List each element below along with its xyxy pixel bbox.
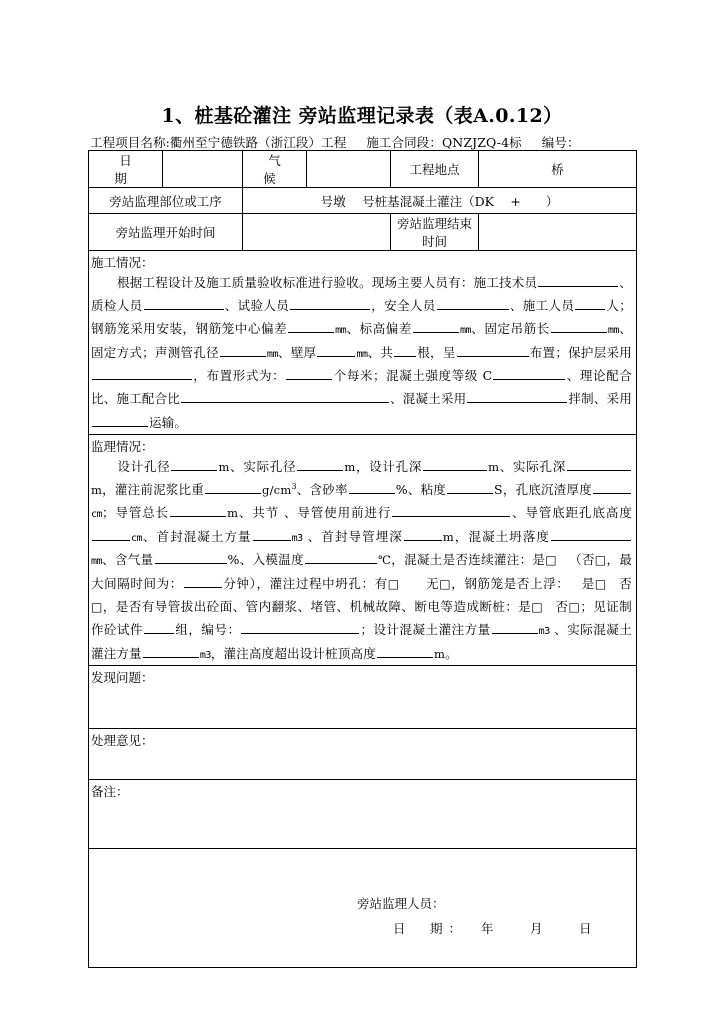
signature-date-line <box>357 916 604 941</box>
unit-m-7: m <box>433 646 446 661</box>
construction-line2d: 、施工人员 <box>509 298 575 314</box>
page-title: 1、桩基砼灌注 旁站监理记录表（表A.0.12） <box>161 105 563 127</box>
checkbox-broken-pile-no[interactable]: □ <box>568 599 581 614</box>
date-label-cell <box>89 151 187 188</box>
blank-specimen-number[interactable] <box>241 621 359 635</box>
blank-tube-count[interactable] <box>394 343 416 357</box>
blank-actual-depth[interactable] <box>567 457 631 471</box>
weather-label-cell <box>243 151 314 188</box>
blank-elevation-dev[interactable] <box>413 320 459 334</box>
construction-line4c: 、共 <box>367 344 394 360</box>
blank-max-interval[interactable] <box>184 574 222 588</box>
unit-m3-2: m3 <box>538 626 550 638</box>
sup-line6b: 是 <box>581 575 595 591</box>
weather-label: 气 候 <box>263 153 314 186</box>
blank-air-content[interactable] <box>155 551 227 565</box>
end-time-value-cell[interactable] <box>479 214 637 251</box>
blank-design-depth[interactable] <box>423 457 487 471</box>
sup-line5e: 无 <box>425 575 440 591</box>
problems-label: 发现问题： <box>91 670 154 686</box>
unit-cm-1: cm <box>91 509 103 521</box>
blank-worker-count[interactable] <box>575 297 605 311</box>
location-label-cell: 工程地点 <box>391 151 479 188</box>
checkbox-cage-float-yes[interactable]: □ <box>594 576 607 591</box>
blank-hanger-length[interactable] <box>551 320 607 334</box>
checkbox-broken-pile-yes[interactable]: □ <box>531 599 544 614</box>
blank-transport-method[interactable] <box>92 413 148 427</box>
subtitle-line <box>90 133 638 151</box>
construction-situation-label: 施工情况： <box>91 255 154 270</box>
blank-design-dia[interactable] <box>171 457 217 471</box>
table-row-construction-situation <box>89 251 637 435</box>
unit-m-5: m <box>227 506 239 521</box>
construction-line5c: 、理论配合比 <box>91 368 632 407</box>
sup-line5b: （否 <box>568 552 595 568</box>
checkbox-collapse-no[interactable]: □ <box>439 576 452 591</box>
signature-date-label: 日 期： <box>393 921 468 937</box>
table-row-supervision-part <box>89 188 637 214</box>
sup-line5d: 分钟），灌注过程中坍孔：有 <box>222 575 388 591</box>
sup-line3c: 、首封混凝土方量 <box>142 528 252 544</box>
sup-line4d: %、入模温度 <box>227 552 304 568</box>
end-time-label-cell: 旁站监理结束时间 <box>391 214 479 251</box>
blank-first-seal-volume[interactable] <box>253 527 291 541</box>
construction-line5b: 个每米；混凝土强度等级 C <box>333 368 493 384</box>
construction-line4d: 根，呈 <box>417 344 456 360</box>
blank-sand-rate[interactable] <box>349 480 395 494</box>
construction-line3c: 、固定吊筋长 <box>471 321 550 337</box>
blank-sonic-tube-dia[interactable] <box>220 343 266 357</box>
blank-mold-temp[interactable] <box>305 551 377 565</box>
blank-concrete-grade[interactable] <box>493 367 565 381</box>
construction-line2b: 、试验人员 <box>224 298 290 314</box>
sup-line4c: 、含气量 <box>102 552 154 568</box>
blank-design-volume[interactable] <box>492 621 538 635</box>
construction-line4e: 布置；保护层采用 <box>529 344 632 360</box>
blank-qc-officer[interactable] <box>144 297 224 311</box>
unit-m3-1: m3 <box>291 532 303 544</box>
unit-cm-2: cm <box>131 532 143 544</box>
supervision-situation-label: 监理情况： <box>91 438 154 454</box>
blank-cage-center-dev[interactable] <box>288 320 334 334</box>
table-row-supervision-times <box>89 214 637 251</box>
sup-line5a: 土是否连续灌注：是 <box>429 552 546 568</box>
sup-line5c: ，最大间隔时间为： <box>91 552 633 591</box>
sup-line8b: 、实际混凝土灌注方量 <box>91 622 632 661</box>
unit-m-6: m <box>442 529 454 544</box>
unit-m-2: m <box>344 459 356 474</box>
sup-line2e: ；导管总长 <box>102 505 170 521</box>
weather-value-cell[interactable] <box>307 151 391 188</box>
blank-mixing-method[interactable] <box>467 390 567 404</box>
unit-mm-4: mm <box>266 348 278 360</box>
table-row-supervision-situation <box>89 434 637 665</box>
construction-line3b: 、标高偏差 <box>346 321 412 337</box>
signature-date-value: 年 月 日 <box>481 921 604 937</box>
sup-line1c: ，设计孔深 <box>355 458 423 474</box>
construction-line3d: 、固定方式 <box>91 321 632 360</box>
sup-line2a: 重 <box>191 481 205 497</box>
blank-pre-use-check[interactable] <box>392 504 510 518</box>
remarks-label: 备注： <box>91 784 129 800</box>
construction-line7a: 采用 <box>606 391 633 407</box>
sup-line8c: ，灌注高度超出设计桩顶高度 <box>210 645 376 661</box>
construction-line6a: 、施工配合比 <box>103 391 181 407</box>
construction-situation-cell[interactable] <box>89 251 637 435</box>
sup-line2b: 、含砂率 <box>296 481 348 497</box>
construction-line3a: 安装，钢筋笼中心偏差 <box>156 321 288 337</box>
sup-line8a: 注方量 <box>451 622 491 638</box>
sup-line8d: 。 <box>445 645 458 661</box>
sup-line7b: 否 <box>555 598 569 614</box>
construction-line1b: 、质 <box>91 275 632 314</box>
table-row-signature <box>89 849 637 968</box>
blank-layout[interactable] <box>457 343 529 357</box>
unit-m-3: m <box>488 459 500 474</box>
unit-m-1: m <box>218 459 230 474</box>
unit-mm-2: mm <box>459 325 472 337</box>
sup-line2d: S，孔底沉渣厚度 <box>494 481 592 497</box>
record-form-table <box>88 150 637 968</box>
signature-cell[interactable] <box>89 849 637 968</box>
blank-viscosity[interactable] <box>447 480 493 494</box>
contract-section-value: QNZJZQ-4标 <box>441 135 522 150</box>
construction-line2e: 人；钢筋笼采用 <box>91 298 632 337</box>
sup-line3a: 节 、导管使用前进行 <box>265 505 392 521</box>
sup-line1e: ，灌注前泥浆比 <box>102 481 192 497</box>
sup-line1b: 、实际孔径 <box>229 458 297 474</box>
table-row-opinion <box>89 729 637 780</box>
checkbox-continuous-no[interactable]: □ <box>594 553 607 568</box>
project-name-value: 衢州至宁德铁路（浙江段）工程 <box>169 135 347 150</box>
blank-tube-bottom-height[interactable] <box>92 527 130 541</box>
unit-m3-3: m3 <box>199 649 211 661</box>
unit-celsius: ℃ <box>377 553 392 568</box>
unit-mm-1: mm <box>335 325 347 337</box>
start-time-value-cell[interactable] <box>243 214 391 251</box>
unit-gcm3-sup: 3 <box>291 481 297 491</box>
blank-embed-depth[interactable] <box>404 527 442 541</box>
sup-line1a: 设计孔径 <box>117 458 171 474</box>
blank-actual-volume[interactable] <box>143 644 199 658</box>
blank-sediment-thickness[interactable] <box>593 480 631 494</box>
start-time-label-cell: 旁站监理开始时间 <box>89 214 243 251</box>
construction-line4f: ，布 <box>193 368 220 384</box>
blank-slump[interactable] <box>551 527 631 541</box>
unit-mm-5: mm <box>356 348 368 360</box>
construction-line7b: 运输。 <box>149 414 188 430</box>
blank-test-officer[interactable] <box>290 297 370 311</box>
supervisor-signature-line: 旁站监理人员： <box>357 896 445 912</box>
construction-line2a: 检人员 <box>103 298 143 314</box>
sup-line4a: 封导管埋深 <box>334 528 403 544</box>
blank-per-meter-count[interactable] <box>286 367 332 381</box>
supervision-situation-body <box>91 455 632 665</box>
construction-line6c: 拌制、 <box>568 391 607 407</box>
checkbox-continuous-yes[interactable]: □ <box>545 553 557 568</box>
unit-mm-6: mm <box>91 556 103 568</box>
sup-line6d: ，是否有导管拔出砼面、管内翻浆、堵管、机械故障、断电 <box>102 598 441 614</box>
table-row-date-weather-location <box>89 151 637 188</box>
sup-line4e: ，混凝 <box>391 552 430 568</box>
blank-cover-layer[interactable] <box>92 367 192 381</box>
blank-wall-thickness[interactable] <box>317 343 355 357</box>
sup-line4b: ，混凝土坍落度 <box>454 528 551 544</box>
checkbox-cage-float-no[interactable]: □ <box>91 599 103 614</box>
supervision-situation-cell[interactable] <box>89 434 637 665</box>
serial-number-label: 编号： <box>541 135 580 150</box>
unit-m-4: m <box>91 482 103 497</box>
sup-line7a: 等造成断桩：是 <box>440 598 532 614</box>
construction-line6b: 、混凝土采用 <box>390 391 467 407</box>
location-value-cell[interactable]: 桥 <box>479 151 637 188</box>
table-row-problems <box>89 666 637 729</box>
project-name-label: 工程项目名称: <box>90 135 170 150</box>
sup-line6a: ，钢筋笼是否上浮： <box>451 575 570 591</box>
blank-site-mix-ratio[interactable] <box>181 390 389 404</box>
supervision-part-value-cell[interactable]: 号墩 号桩基混凝土灌注（DK + ） <box>243 188 637 214</box>
construction-line4b: 、壁厚 <box>277 344 317 360</box>
opinion-cell[interactable] <box>89 729 637 780</box>
blank-specimen-groups[interactable] <box>144 621 174 635</box>
blank-over-height[interactable] <box>377 644 433 658</box>
unit-mm-3: mm <box>607 325 619 337</box>
sup-line1d: 、实际孔深 <box>499 458 566 474</box>
blank-tube-total-length[interactable] <box>170 504 226 518</box>
sup-line7e: ；设计混凝土灌 <box>360 622 452 638</box>
table-row-remarks <box>89 780 637 849</box>
construction-line2c: ，安全人员 <box>371 298 436 314</box>
problems-cell[interactable] <box>89 666 637 729</box>
construction-line1a: 根据工程设计及施工质量验收标准进行验收。现场主要人员有：施工技术员 <box>117 275 538 290</box>
sup-line3d: 、首 <box>302 528 335 544</box>
signature-block <box>357 891 604 941</box>
contract-section-label: 施工合同段： <box>366 135 442 150</box>
construction-situation-body <box>91 271 632 434</box>
checkbox-collapse-yes[interactable]: □ <box>387 576 400 591</box>
opinion-label: 处理意见： <box>91 733 154 749</box>
blank-slurry-density[interactable] <box>205 480 261 494</box>
remarks-cell[interactable] <box>89 780 637 849</box>
blank-safety-officer[interactable] <box>437 297 509 311</box>
blank-actual-dia[interactable] <box>297 457 343 471</box>
sup-line3b: 、导管底距孔底高度 <box>511 505 632 521</box>
date-label: 日 期 <box>114 153 187 186</box>
construction-line5a: 置形式为： <box>219 368 286 384</box>
sup-line2c: %、粘度 <box>395 481 447 497</box>
sup-line7d: 组，编号： <box>175 622 241 638</box>
sup-line2f: 、共 <box>238 505 266 521</box>
sup-line6c: 否 <box>618 575 633 591</box>
blank-tech-officer[interactable] <box>538 274 618 288</box>
construction-line4a: ；声测管孔径 <box>142 344 219 360</box>
sup-line7c: ；见证制作砼试件 <box>91 598 632 638</box>
unit-gcm3: g/cm <box>262 482 292 497</box>
supervision-part-label-cell: 旁站监理部位或工序 <box>89 188 243 214</box>
